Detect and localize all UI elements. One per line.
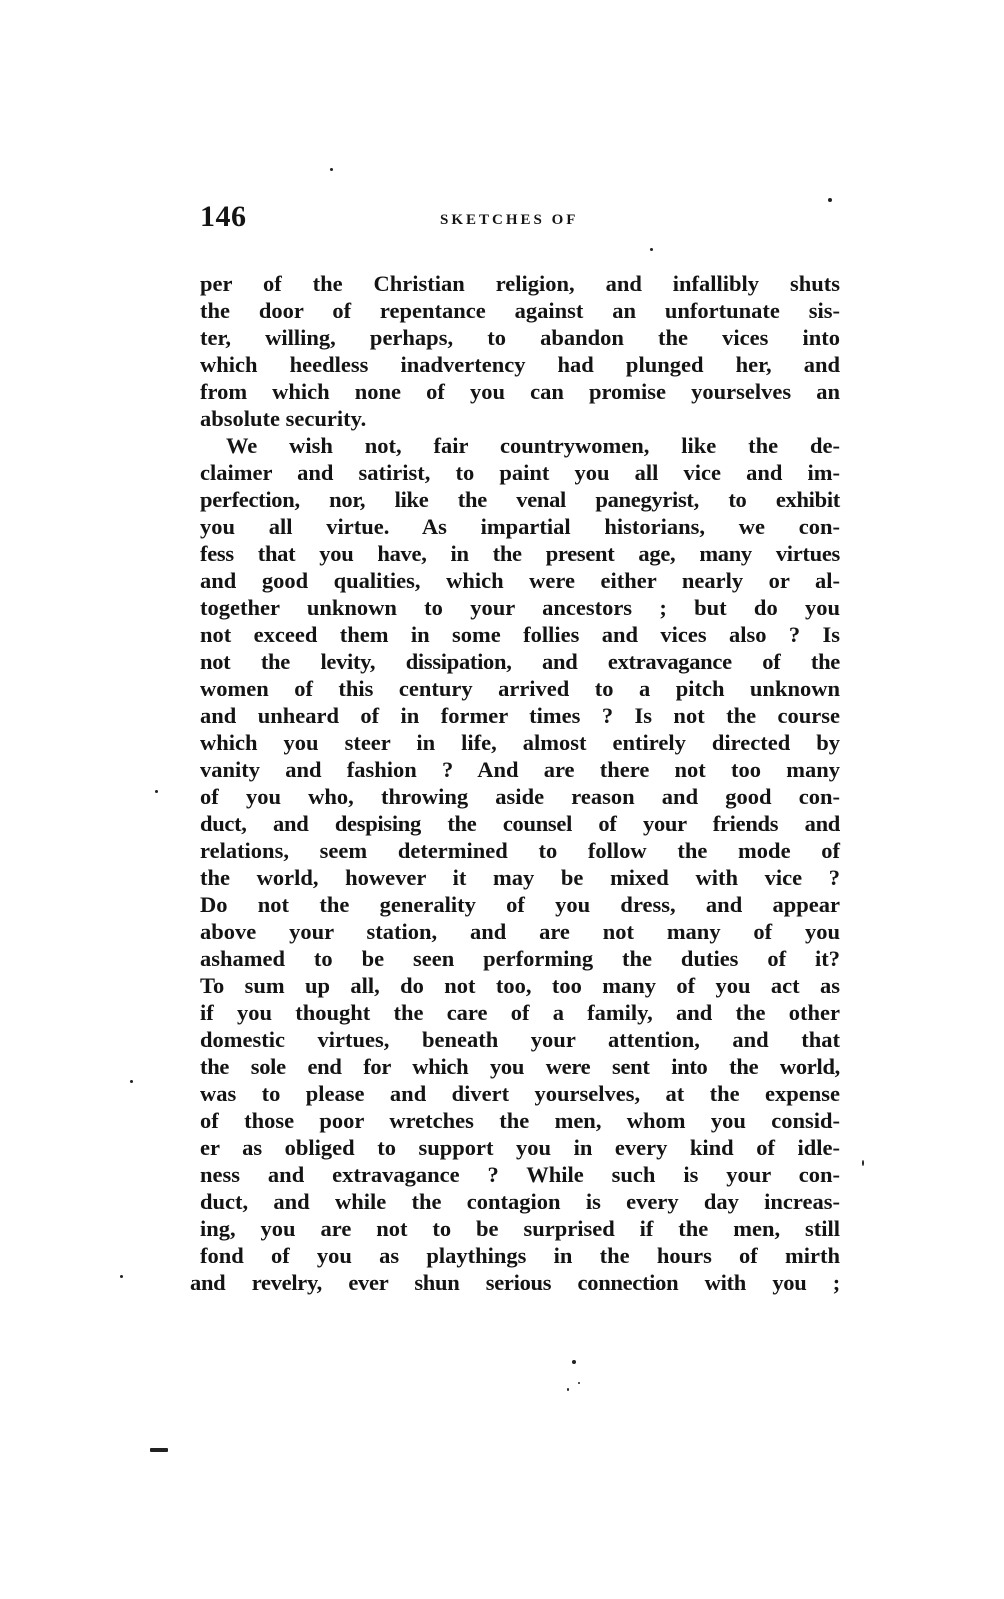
scan-speck xyxy=(330,168,333,171)
scan-speck xyxy=(572,1360,576,1364)
text-line: relations, seem determined to follow the mode of xyxy=(200,838,840,863)
running-head-title: SKETCHES OF xyxy=(440,212,579,228)
running-head xyxy=(200,200,840,240)
text-line: of you who, throwing aside reason and good con- xyxy=(200,784,840,809)
text-line: duct, and while the contagion is every day increas- xyxy=(200,1189,840,1214)
text-line: ness and extravagance ? While such is your con- xyxy=(200,1162,840,1187)
text-line: and good qualities, which were either nearly or al- xyxy=(200,568,840,593)
text-line: domestic virtues, beneath your attention, and that xyxy=(200,1027,840,1052)
text-line: the sole end for which you were sent into the world, xyxy=(200,1054,840,1079)
text-line: if you thought the care of a family, and the other xyxy=(200,1000,840,1025)
text-line: Do not the generality of you dress, and appear xyxy=(200,892,840,917)
text-line: per of the Christian religion, and infallibly shuts xyxy=(200,271,840,296)
scan-mark xyxy=(150,1448,168,1452)
scan-speck xyxy=(130,1080,133,1083)
text-line: not exceed them in some follies and vices also ? Is xyxy=(200,622,840,647)
body-text xyxy=(190,270,840,1296)
text-line: To sum up all, do not too, too many of you act as xyxy=(200,973,840,998)
text-line: absolute security. xyxy=(200,406,367,431)
text-line: which heedless inadvertency had plunged her, and xyxy=(200,352,840,377)
text-line: the world, however it may be mixed with vice ? xyxy=(200,865,840,890)
text-line: of those poor wretches the men, whom you consid- xyxy=(200,1108,840,1133)
scan-speck xyxy=(155,790,158,793)
text-line: you all virtue. As impartial historians, we con- xyxy=(200,514,840,539)
text-line: women of this century arrived to a pitch unknown xyxy=(200,676,840,701)
text-line: from which none of you can promise yourselves an xyxy=(200,379,840,404)
text-line: was to please and divert yourselves, at the expense xyxy=(200,1081,840,1106)
text-line: claimer and satirist, to paint you all vice and im- xyxy=(200,460,840,485)
text-line: which you steer in life, almost entirely directed by xyxy=(200,730,840,755)
page-number: 146 xyxy=(200,200,247,233)
scan-speck xyxy=(578,1382,580,1384)
text-line: ter, willing, perhaps, to abandon the vices into xyxy=(200,325,840,350)
text-line: together unknown to your ancestors ; but do you xyxy=(200,595,840,620)
scan-speck xyxy=(828,198,832,202)
text-line: perfection, nor, like the venal panegyrist, to exhibit xyxy=(200,487,840,512)
text-line: vanity and fashion ? And are there not too many xyxy=(200,757,840,782)
text-line: fond of you as playthings in the hours of mirth xyxy=(200,1243,840,1268)
text-line: er as obliged to support you in every kind of idle- xyxy=(200,1135,840,1160)
text-line: not the levity, dissipation, and extravagance of the xyxy=(200,649,840,674)
text-line: and revelry, ever shun serious connection with you ; xyxy=(190,1270,840,1295)
text-line: and unheard of in former times ? Is not the course xyxy=(200,703,840,728)
scan-speck xyxy=(862,1160,864,1166)
text-line: fess that you have, in the present age, many virtues xyxy=(200,541,840,566)
scan-speck xyxy=(650,248,653,251)
scan-speck xyxy=(567,1388,569,1391)
text-line: the door of repentance against an unfortunate sis- xyxy=(200,298,840,323)
text-line: ashamed to be seen performing the duties of it? xyxy=(200,946,840,971)
scan-speck xyxy=(120,1275,123,1278)
text-line: above your station, and are not many of you xyxy=(200,919,840,944)
text-line: ing, you are not to be surprised if the men, still xyxy=(200,1216,840,1241)
paragraph-start-line: We wish not, fair countrywomen, like the de- xyxy=(226,433,840,458)
text-line: duct, and despising the counsel of your friends and xyxy=(200,811,840,836)
